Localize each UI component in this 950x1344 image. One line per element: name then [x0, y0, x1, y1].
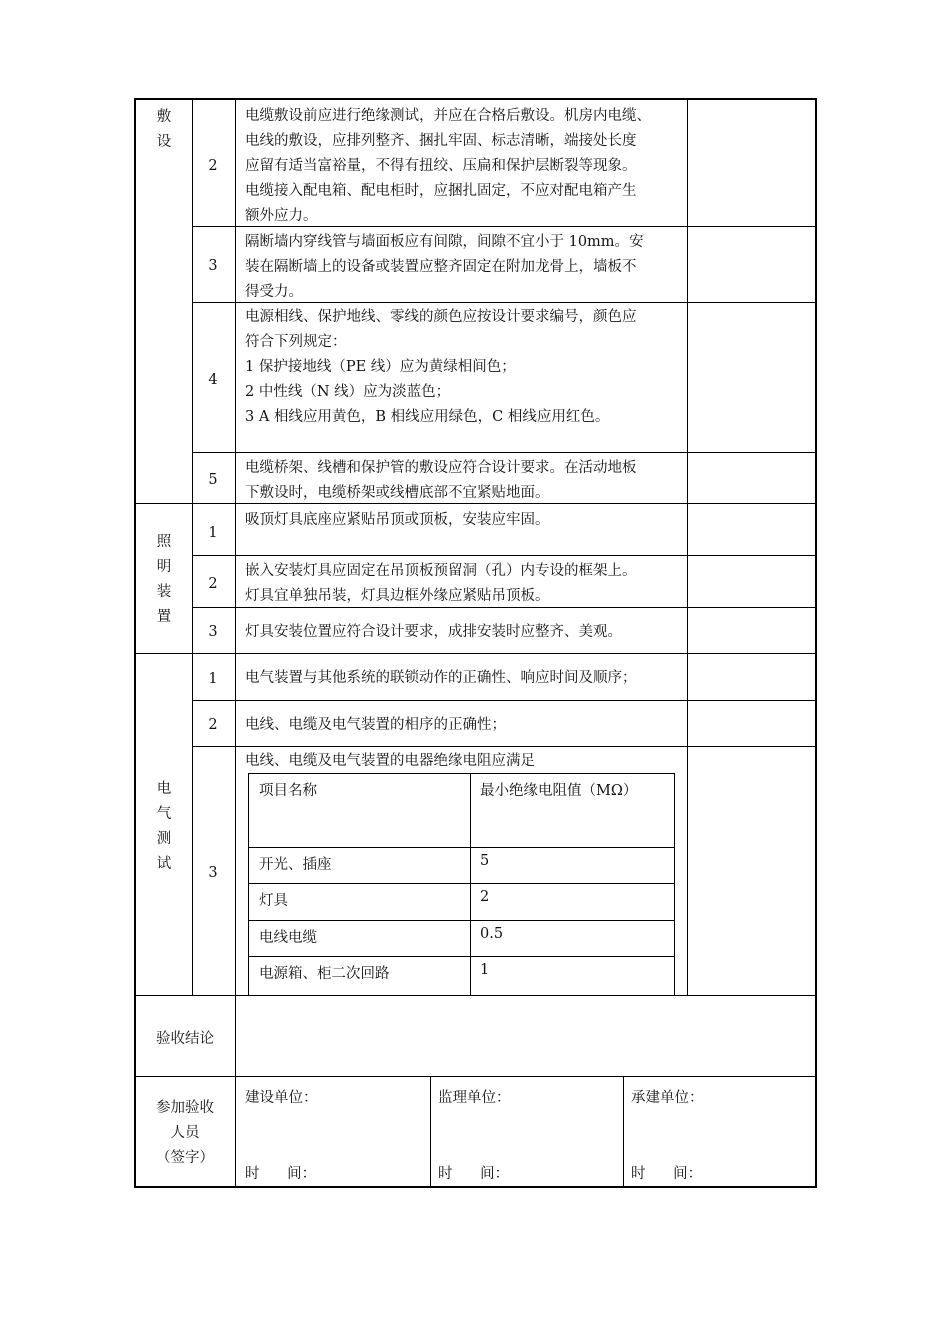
item-text: 电源相线、保护地线、零线的颜色应按设计要求编号，颜色应 符合下列规定： 1 保护接地线（PE 线）应为黄绿相间色； 2 中性线（N 线）应为淡蓝色； 3 A 相线应用黄色，B 相线应用绿色，C 相线应用红色。	[245, 309, 637, 425]
item-number: 3	[208, 258, 218, 274]
item-text: 吸顶灯具底座应紧贴吊顶或顶板，安装应牢固。	[245, 512, 550, 528]
conclusion-field[interactable]	[236, 996, 816, 1076]
conclusion-label: 验收结论	[156, 1031, 214, 1047]
inner-row-divider	[248, 920, 675, 921]
item-text: 电缆桥架、线槽和保护管的敷设应符合设计要求。在活动地板 下敷设时，电缆桥架或线槽底部不宜紧贴地面。	[245, 460, 637, 501]
col-divider	[430, 1076, 431, 1188]
insulation-row-value: 0.5	[480, 926, 504, 942]
item-number: 1	[208, 671, 218, 687]
section-laying-label: 敷 设	[156, 109, 172, 150]
supervision-time-label: 时 间：	[438, 1166, 510, 1182]
insulation-row-name: 开光、插座	[259, 857, 332, 873]
row-divider	[134, 653, 817, 654]
item-number: 2	[208, 717, 218, 733]
item-text: 电线、电缆及电气装置的电器绝缘电阻应满足	[245, 753, 535, 769]
inner-row-divider	[248, 956, 675, 957]
item-number: 2	[208, 576, 218, 592]
item-text: 嵌入安装灯具应固定在吊顶板预留洞（孔）内专设的框架上。 灯具宜单独吊装，灯具边框外缘应紧贴吊顶板。	[245, 563, 637, 604]
insulation-row-value: 1	[480, 962, 490, 978]
row-divider	[192, 700, 817, 701]
item-text: 电线、电缆及电气装置的相序的正确性；	[245, 717, 506, 733]
insulation-header-item: 项目名称	[259, 783, 317, 799]
item-text: 电缆敷设前应进行绝缘测试，并应在合格后敷设。机房内电缆、 电线的敷设，应排列整齐、捆扎牢固、标志清晰，端接处长度 应留有适当富裕量，不得有扭绞、压扁和保护层断裂等现象。 电缆接入配电箱、配电柜时，应捆扎固定，不应对配电箱产生 额外应力。	[245, 108, 651, 224]
construction-time-label: 时 间：	[245, 1166, 317, 1182]
row-divider	[192, 452, 817, 453]
section-lighting-label: 照 明 装 置	[156, 534, 172, 625]
inner-col-divider	[470, 773, 471, 995]
inner-row-divider	[248, 883, 675, 884]
item-number: 5	[208, 472, 218, 488]
insulation-row-name: 灯具	[259, 893, 288, 909]
supervision-unit-label: 监理单位：	[438, 1090, 511, 1106]
insulation-row-value: 2	[480, 889, 490, 905]
item-number: 3	[208, 624, 218, 640]
contractor-unit-label: 承建单位：	[631, 1090, 704, 1106]
insulation-row-value: 5	[480, 853, 490, 869]
item-number: 4	[208, 372, 218, 388]
row-divider	[192, 746, 817, 747]
insulation-row-name: 电线电缆	[259, 930, 317, 946]
inner-row-divider	[248, 847, 675, 848]
section-electrical-label: 电 气 测 试	[156, 781, 172, 872]
insulation-header-value: 最小绝缘电阻值（MΩ）	[480, 783, 638, 799]
col-divider	[623, 1076, 624, 1188]
construction-unit-label: 建设单位：	[245, 1090, 318, 1106]
row-divider	[192, 555, 817, 556]
item-number: 1	[208, 525, 218, 541]
item-text: 电气装置与其他系统的联锁动作的正确性、响应时间及顺序；	[245, 670, 637, 686]
insulation-row-name: 电源箱、柜二次回路	[259, 966, 390, 982]
contractor-time-label: 时 间：	[631, 1166, 703, 1182]
item-text: 隔断墙内穿线管与墙面板应有间隙，间隙不宜小于 10mm。安 装在隔断墙上的设备或装置应整齐固定在附加龙骨上，墙板不 得受力。	[245, 234, 644, 300]
participants-label: 参加验收 人员 （签字）	[156, 1100, 214, 1166]
col-divider	[192, 98, 193, 995]
item-number: 3	[208, 865, 218, 881]
col-divider	[687, 98, 688, 995]
item-number: 2	[208, 158, 218, 174]
item-text: 灯具安装位置应符合设计要求，成排安装时应整齐、美观。	[245, 624, 622, 640]
row-divider	[134, 1076, 817, 1077]
